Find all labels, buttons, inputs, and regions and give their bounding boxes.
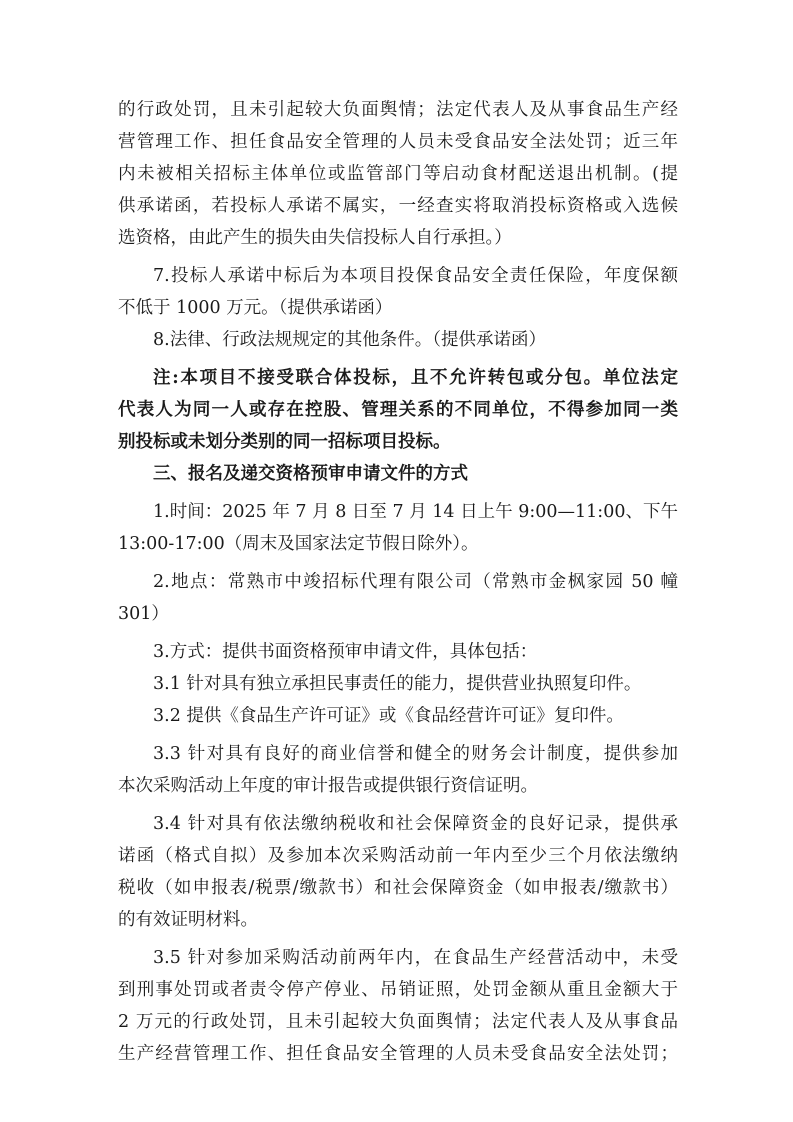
text-line: 注:本项目不接受联合体投标，且不允许转包或分包。单位法定 xyxy=(153,368,678,388)
text-line: 2.地点：常熟市中竣招标代理有限公司（常熟市金枫家园 50 幢 xyxy=(153,572,678,592)
text-line: 别投标或未划分类别的同一招标项目投标。 xyxy=(118,432,451,452)
text-line: 代表人为同一人或存在控股、管理关系的不同单位，不得参加同一类 xyxy=(118,400,678,420)
text-line: 3.1 针对具有独立承担民事责任的能力，提供营业执照复印件。 xyxy=(153,674,642,694)
document-body xyxy=(118,94,678,1070)
text-line: 供承诺函，若投标人承诺不属实，一经查实将取消投标资格或入选候 xyxy=(118,196,678,216)
text-line: 13:00-17:00（周末及国家法定节假日除外）。 xyxy=(118,534,479,554)
text-line: 营管理工作、担任食品安全管理的人员未受食品安全法处罚；近三年 xyxy=(118,132,678,152)
text-line: 3.3 针对具有良好的商业信誉和健全的财务会计制度，提供参加 xyxy=(153,744,678,764)
text-line: 1.时间：2025 年 7 月 8 日至 7 月 14 日上午 9:00—11:00、下午 xyxy=(153,502,678,522)
text-line: 诺函（格式自拟）及参加本次采购活动前一年内至少三个月依法缴纳 xyxy=(118,846,678,866)
text-line: 的行政处罚，且未引起较大负面舆情；法定代表人及从事食品生产经 xyxy=(118,100,678,120)
text-line: 税收（如申报表/税票/缴款书）和社会保障资金（如申报表/缴款书） xyxy=(118,878,678,898)
text-line: 不低于 1000 万元。（提供承诺函） xyxy=(118,298,393,318)
text-line: 内未被相关招标主体单位或监管部门等启动食材配送退出机制。(提 xyxy=(118,164,678,184)
text-line: 3.5 针对参加采购活动前两年内，在食品生产经营活动中，未受 xyxy=(153,948,678,968)
text-line: 选资格，由此产生的损失由失信投标人自行承担。） xyxy=(118,228,512,248)
text-line: 3.方式：提供书面资格预审申请文件，具体包括： xyxy=(153,642,538,662)
text-line: 3.4 针对具有依法缴纳税收和社会保障资金的良好记录，提供承 xyxy=(153,814,678,834)
text-line: 三、报名及递交资格预审申请文件的方式 xyxy=(153,464,468,484)
text-line: 3.2 提供《食品生产许可证》或《食品经营许可证》复印件。 xyxy=(153,706,624,726)
text-line: 8.法律、行政法规规定的其他条件。（提供承诺函） xyxy=(153,330,546,350)
text-line: 2 万元的行政处罚，且未引起较大负面舆情；法定代表人及从事食品 xyxy=(118,1012,678,1032)
text-line: 7.投标人承诺中标后为本项目投保食品安全责任保险，年度保额 xyxy=(153,266,678,286)
text-line: 的有效证明材料。 xyxy=(118,910,258,930)
text-line: 到刑事处罚或者责令停产停业、吊销证照，处罚金额从重且金额大于 xyxy=(118,980,678,1000)
text-line: 生产经营管理工作、担任食品安全管理的人员未受食品安全法处罚； xyxy=(118,1044,678,1064)
text-line: 本次采购活动上年度的审计报告或提供银行资信证明。 xyxy=(118,776,538,796)
text-line: 301） xyxy=(118,604,169,624)
